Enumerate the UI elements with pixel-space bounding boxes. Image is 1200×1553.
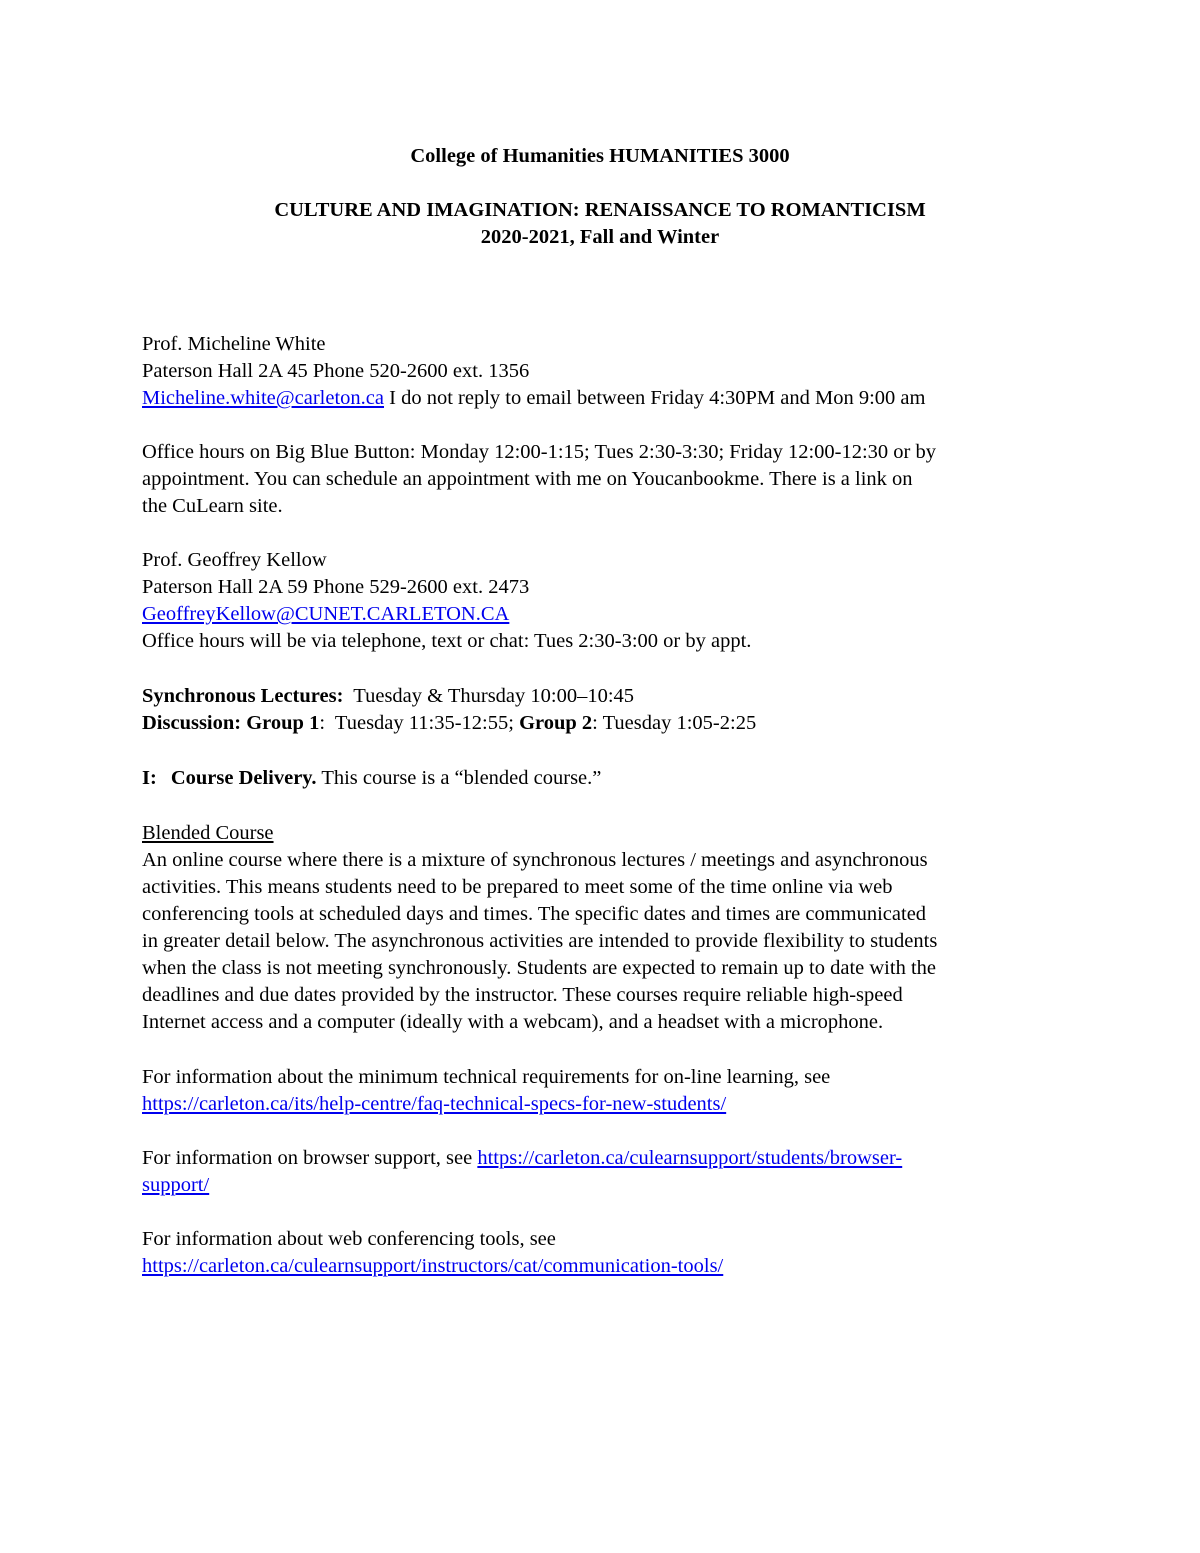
instructor1-hours-line1: Office hours on Big Blue Button: Monday 12:00-1:15; Tues 2:30-3:30; Friday 12:00-12:30 or by (142, 441, 936, 463)
discussion-colon: : (319, 712, 326, 734)
blended-line: activities. This means students need to be prepared to meet some of the time online via web (142, 876, 893, 898)
instructor1-email-link[interactable]: Micheline.white@carleton.ca (142, 387, 384, 409)
browser-support-link-cont[interactable]: support/ (142, 1174, 210, 1196)
blended-line: Internet access and a computer (ideally with a webcam), and a headset with a microphone. (142, 1011, 884, 1033)
tech-requirements-link[interactable]: https://carleton.ca/its/help-centre/faq-technical-specs-for-new-students/ (142, 1093, 727, 1115)
group2-value: : Tuesday 1:05-2:25 (592, 712, 757, 734)
conferencing-link[interactable]: https://carleton.ca/culearnsupport/instructors/cat/communication-tools/ (142, 1255, 724, 1277)
blended-line: in greater detail below. The asynchronous activities are intended to provide flexibility to students (142, 930, 938, 952)
lectures-value: Tuesday & Thursday 10:00–10:45 (343, 685, 635, 707)
tech-requirements-link-line (142, 1091, 726, 1117)
instructor1-email-note: I do not reply to email between Friday 4:30PM and Mon 9:00 am (384, 387, 926, 409)
tech-requirements-text: For information about the minimum technical requirements for on-line learning, see (142, 1066, 831, 1088)
section1-heading: Course Delivery. (170, 767, 317, 789)
blended-line: when the class is not meeting synchronously. Students are expected to remain up to date with the (142, 957, 936, 979)
browser-support-line (142, 1145, 902, 1171)
instructor1-hours-line2: appointment. You can schedule an appointment with me on Youcanbookme. There is a link on (142, 468, 913, 490)
course-term: 2020-2021, Fall and Winter (480, 226, 720, 248)
blended-title: Blended Course (142, 822, 274, 844)
group1-value: Tuesday 11:35-12:55; (325, 712, 520, 734)
browser-support-link-cont-line (142, 1172, 209, 1198)
section1-heading-line (142, 765, 601, 791)
instructor2-email-link[interactable]: GeoffreyKellow@CUNET.CARLETON.CA (142, 603, 510, 625)
blended-line: An online course where there is a mixture of synchronous lectures / meetings and asynchronous (142, 849, 928, 871)
college-line: College of Humanities HUMANITIES 3000 (410, 145, 790, 167)
course-title: CULTURE AND IMAGINATION: RENAISSANCE TO ROMANTICISM (274, 199, 926, 221)
instructor2-email-line (142, 601, 509, 627)
lectures-line (142, 683, 634, 709)
conferencing-link-line (142, 1253, 723, 1279)
instructor1-hours-line3: the CuLearn site. (142, 495, 283, 517)
section1-text: This course is a “blended course.” (316, 767, 602, 789)
instructor2-name: Prof. Geoffrey Kellow (142, 549, 327, 571)
blended-line: deadlines and due dates provided by the instructor. These courses require reliable high-speed (142, 984, 903, 1006)
instructor2-hours: Office hours will be via telephone, text or chat: Tues 2:30-3:00 or by appt. (142, 630, 752, 652)
section1-number: I: (142, 767, 157, 789)
instructor1-office: Paterson Hall 2A 45 Phone 520-2600 ext. 1356 (142, 360, 530, 382)
lectures-label: Synchronous Lectures: (142, 685, 344, 707)
blended-line: conferencing tools at scheduled days and times. The specific dates and times are communicated (142, 903, 927, 925)
browser-support-link[interactable]: https://carleton.ca/culearnsupport/students/browser- (477, 1147, 903, 1169)
instructor1-email-line (142, 385, 925, 411)
discussion-label: Discussion: Group 1 (142, 712, 320, 734)
conferencing-text: For information about web conferencing tools, see (142, 1228, 556, 1250)
instructor2-office: Paterson Hall 2A 59 Phone 529-2600 ext. 2473 (142, 576, 530, 598)
browser-support-text: For information on browser support, see (142, 1147, 478, 1169)
discussion-line (142, 710, 756, 736)
group2-label: Group 2 (519, 712, 593, 734)
instructor1-name: Prof. Micheline White (142, 333, 326, 355)
